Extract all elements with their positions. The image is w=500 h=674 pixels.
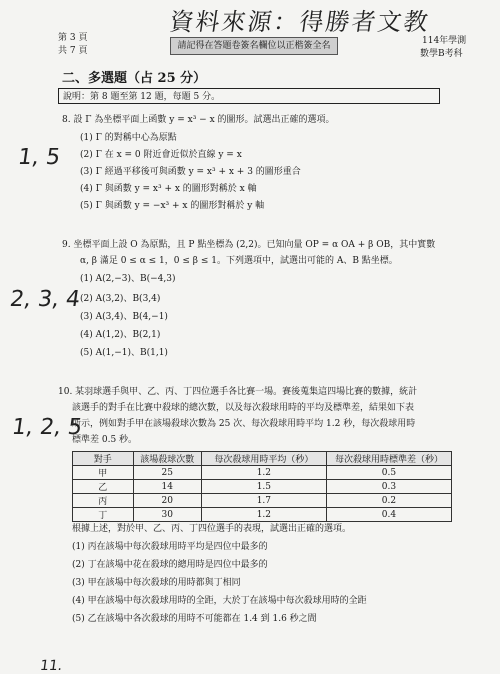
section-title: 二、多選題（占 25 分） [62,71,207,86]
q10-option-5[interactable]: (5) 乙在該場中各次殺球的用時不可能都在 1.4 到 1.6 秒之間 [72,614,317,624]
q10-option-3[interactable]: (3) 甲在該場中每次殺球的用時都與丁相同 [72,578,241,588]
q8-option-4[interactable]: (4) Γ 與函數 y = x³ + x 的圖形對稱於 x 軸 [80,184,257,194]
table-cell: 1.5 [201,480,326,494]
q9-option-2[interactable]: (2) A(3,2)、B(3,4) [80,294,161,304]
table-cell: 14 [133,480,201,494]
signature-notice: 請記得在答題卷簽名欄位以正楷簽全名 [170,37,338,55]
table-cell: 25 [133,466,201,480]
table-cell: 0.3 [326,480,451,494]
table-cell: 30 [133,508,201,522]
q10-data-table [72,451,452,522]
q9-option-5[interactable]: (5) A(1,−1)、B(1,1) [80,348,168,358]
q10-stem-line3: 所示，例如對手甲在該場殺球次數為 25 次、每次殺球用時平均 1.2 秒，每次殺球用時 [72,419,416,429]
q9-option-3[interactable]: (3) A(3,4)、B(4,−1) [80,312,168,322]
table-cell: 20 [133,494,201,508]
exam-year: 114年學測 [422,36,467,46]
q10-after-table: 根據上述，對於甲、乙、丙、丁四位選手的表現，試選出正確的選項。 [72,524,352,534]
q10-handwritten-answer: 1, 2, 5 [10,415,84,440]
table-header-cell: 每次殺球用時標準差（秒） [326,452,451,466]
table-cell: 1.2 [201,466,326,480]
section-instruction: 說明：第 8 題至第 12 題，每題 5 分。 [58,88,440,104]
table-cell: 甲 [73,466,134,480]
table-row [73,508,452,522]
q9-stem-line1: 9. 坐標平面上設 O 為原點，且 P 點坐標為 (2,2)。已知向量 OP = α OA + β OB，其中實數 [62,240,436,250]
q8-stem: 8. 設 Γ 為坐標平面上函數 y = x³ − x 的圖形。試選出正確的選項。 [62,115,335,125]
q10-option-2[interactable]: (2) 丁在該場中花在殺球的總用時是四位中最多的 [72,560,268,570]
table-cell: 乙 [73,480,134,494]
page-total: 共 7 頁 [58,46,88,56]
q8-option-1[interactable]: (1) Γ 的對稱中心為原點 [80,133,177,143]
q8-handwritten-answer: 1, 5 [16,145,62,170]
handwritten-source-title: 資料來源：得勝者文教 [167,8,432,36]
page-current: 第 3 頁 [58,33,88,43]
table-cell: 1.7 [201,494,326,508]
table-cell: 0.4 [326,508,451,522]
q10-option-4[interactable]: (4) 甲在該場中每次殺球用時的全距，大於丁在該場中每次殺球用時的全距 [72,596,367,606]
table-cell: 丙 [73,494,134,508]
table-header-row [73,452,452,466]
q10-option-1[interactable]: (1) 丙在該場中每次殺球用時平均是四位中最多的 [72,542,268,552]
q10-stem-line1: 10. 某羽球選手與甲、乙、丙、丁四位選手各比賽一場。賽後蒐集這四場比賽的數據，統計 [58,387,418,397]
table-cell: 0.5 [326,466,451,480]
q9-stem-line2: α, β 滿足 0 ≤ α ≤ 1，0 ≤ β ≤ 1。下列選項中，試選出可能的 A、B 點坐標。 [80,256,398,266]
table-row [73,480,452,494]
table-row [73,466,452,480]
table-header-cell: 該場殺球次數 [133,452,201,466]
q8-option-2[interactable]: (2) Γ 在 x = 0 附近會近似於直線 y = x [80,150,242,160]
table-header-cell: 對手 [73,452,134,466]
q10-stem-line2: 該選手的對手在比賽中殺球的總次數，以及每次殺球用時的平均及標準差，結果如下表 [72,403,415,413]
table-cell: 0.2 [326,494,451,508]
handwritten-mark: 11. [38,658,64,674]
table-row [73,494,452,508]
q9-option-1[interactable]: (1) A(2,−3)、B(−4,3) [80,274,176,284]
q9-option-4[interactable]: (4) A(1,2)、B(2,1) [80,330,161,340]
exam-subject: 數學B考科 [420,49,463,59]
table-cell: 丁 [73,508,134,522]
table-header-cell: 每次殺球用時平均（秒） [201,452,326,466]
q8-option-3[interactable]: (3) Γ 經過平移後可與函數 y = x³ + x + 3 的圖形重合 [80,167,301,177]
q10-stem-line4: 標準差 0.5 秒。 [72,435,138,445]
q8-option-5[interactable]: (5) Γ 與函數 y = −x³ + x 的圖形對稱於 y 軸 [80,201,265,211]
table-cell: 1.2 [201,508,326,522]
q9-handwritten-answer: 2, 3, 4 [8,287,82,312]
